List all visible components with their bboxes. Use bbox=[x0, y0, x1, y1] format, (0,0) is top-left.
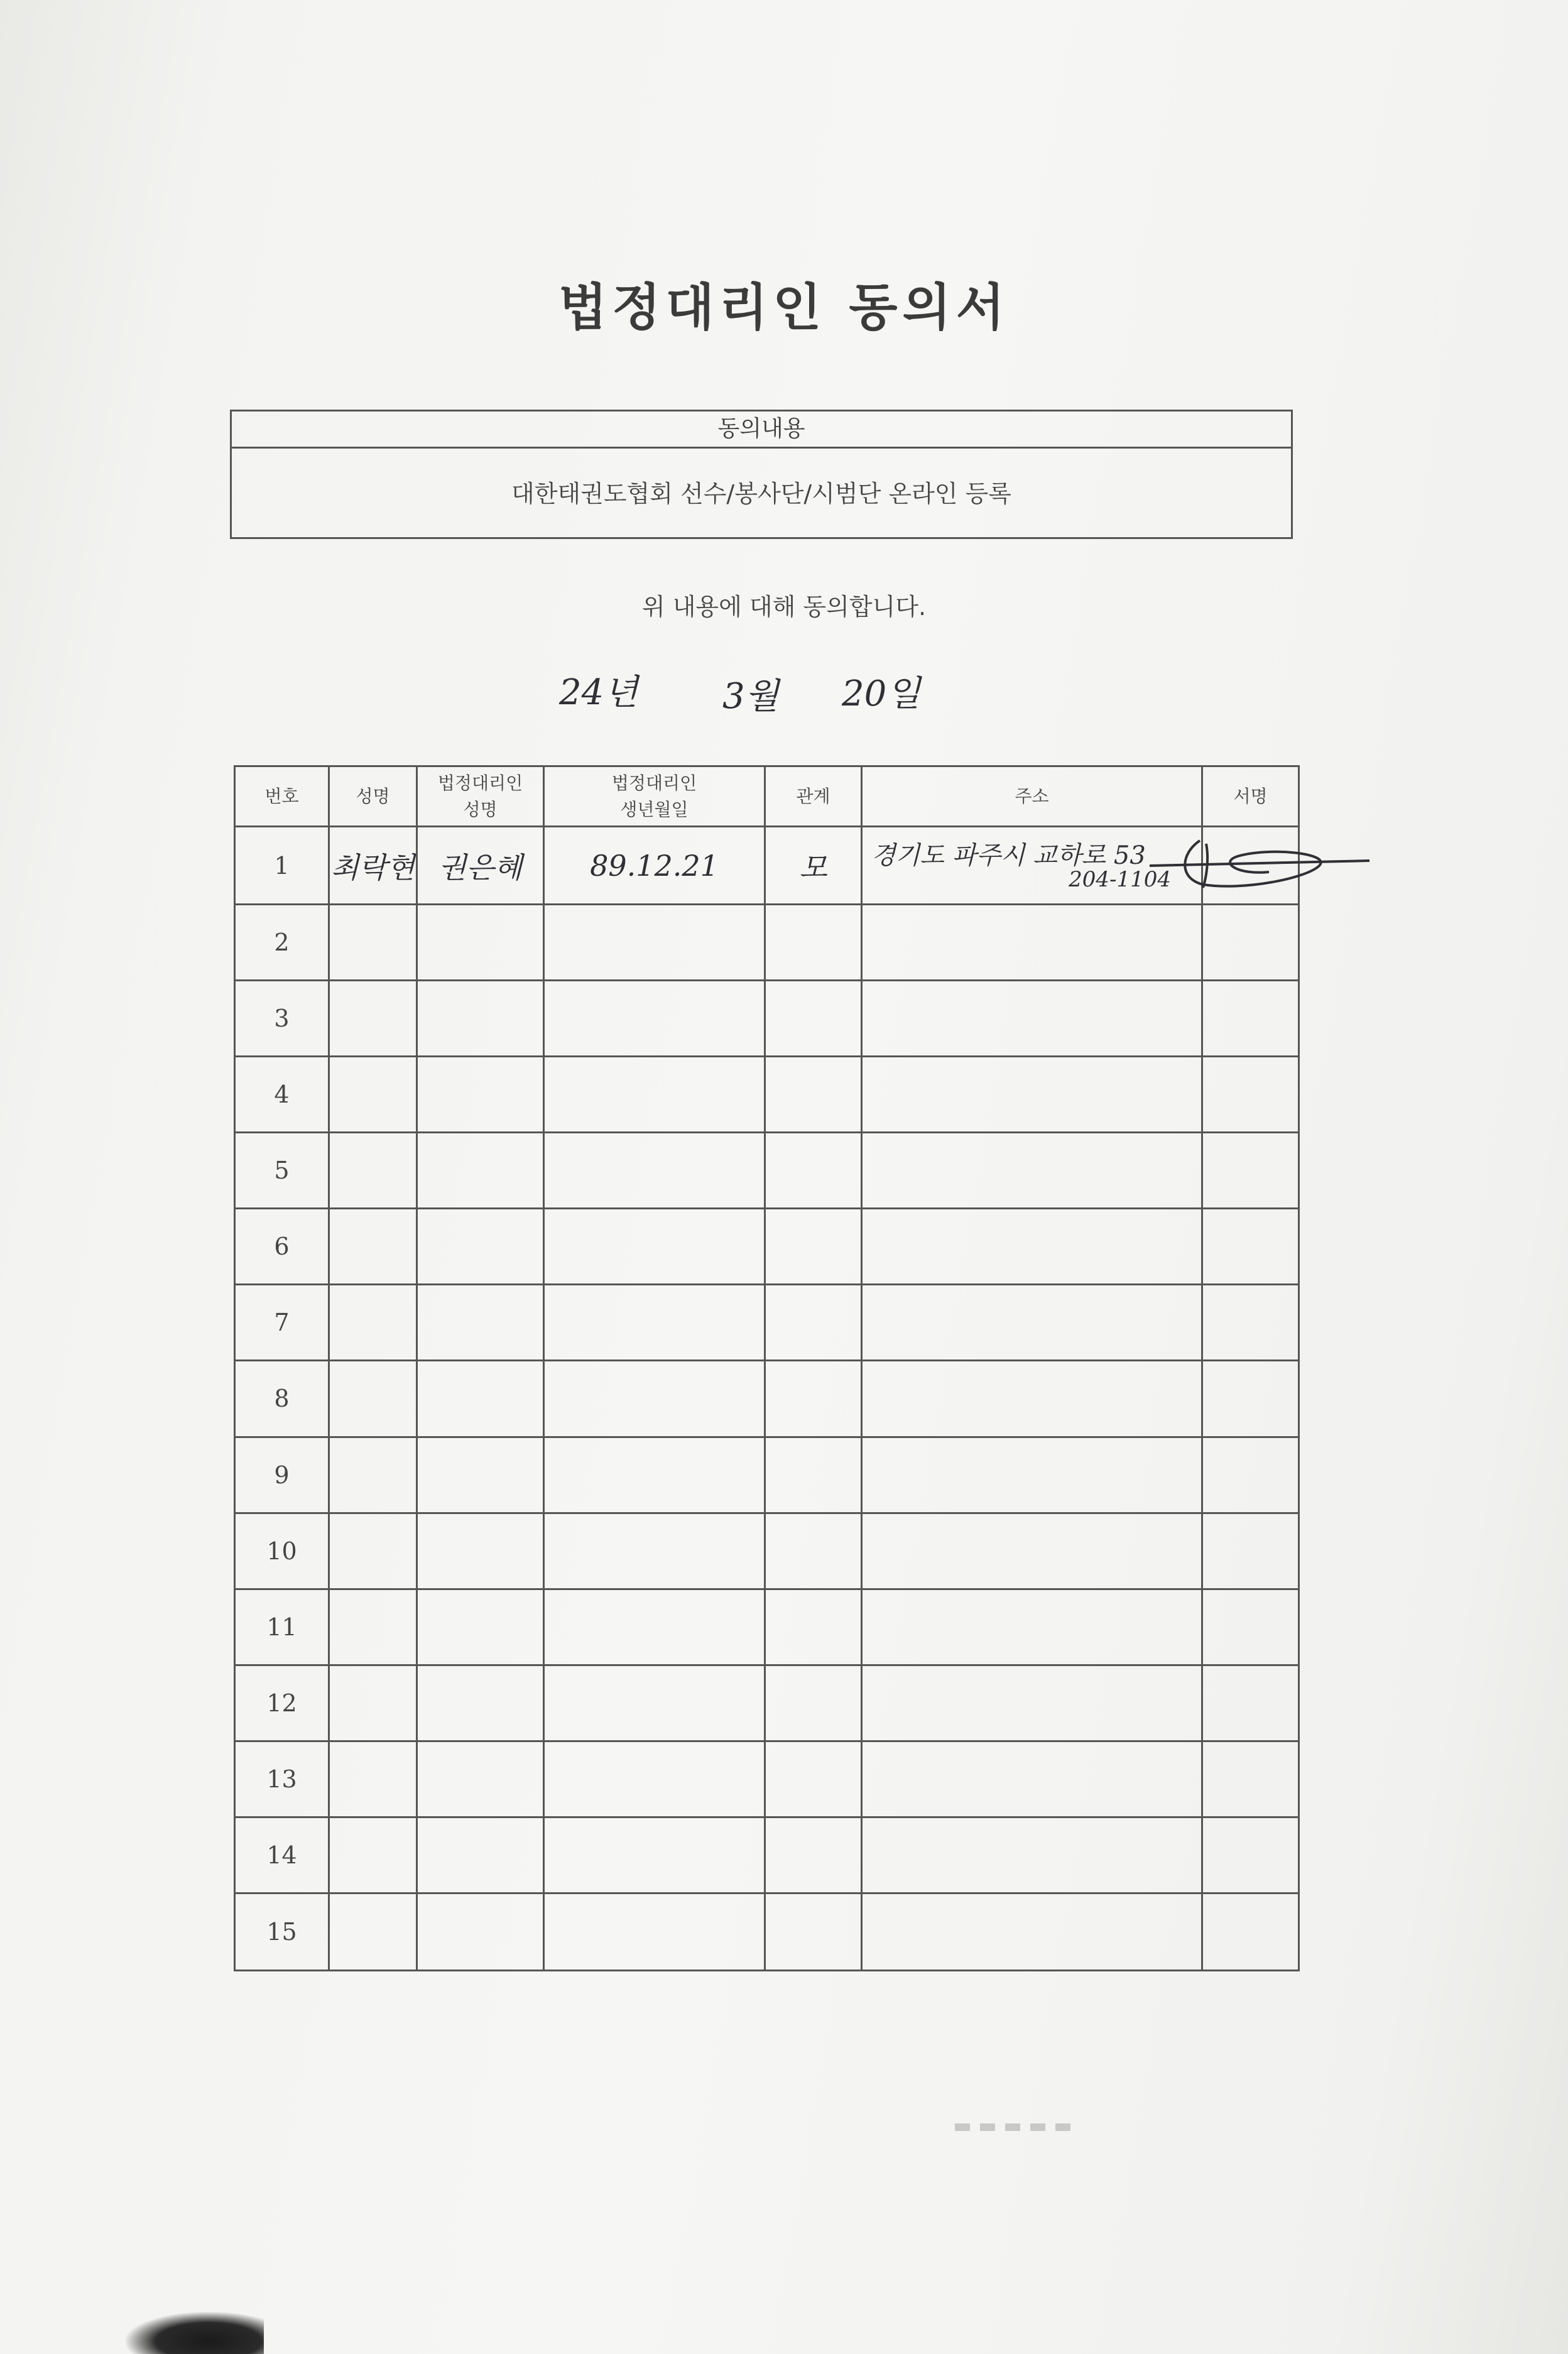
empty-cell bbox=[417, 1589, 544, 1665]
empty-cell bbox=[1202, 1133, 1299, 1209]
empty-cell bbox=[765, 981, 862, 1057]
empty-cell bbox=[329, 1513, 417, 1589]
empty-cell bbox=[544, 1513, 765, 1589]
relation: 모 bbox=[765, 827, 862, 905]
handwritten-signature bbox=[1143, 828, 1382, 897]
guardian-name: 권은혜 bbox=[417, 827, 544, 905]
empty-cell bbox=[417, 1513, 544, 1589]
empty-cell bbox=[417, 1665, 544, 1741]
empty-cell bbox=[862, 1893, 1202, 1970]
empty-cell bbox=[544, 1893, 765, 1970]
header-name: 성명 bbox=[329, 766, 417, 827]
empty-cell bbox=[765, 905, 862, 981]
table-row bbox=[235, 1285, 1299, 1361]
header-guardian-birth-line2: 생년월일 bbox=[620, 798, 689, 820]
empty-cell bbox=[544, 1437, 765, 1513]
table-row bbox=[235, 1209, 1299, 1285]
row-number: 4 bbox=[235, 1057, 329, 1133]
address-line1: 경기도 파주시 교하로 53 bbox=[871, 841, 1146, 870]
empty-cell bbox=[862, 1057, 1202, 1133]
table-row bbox=[235, 1361, 1299, 1437]
empty-cell bbox=[329, 1285, 417, 1361]
row-number: 7 bbox=[235, 1285, 329, 1361]
empty-cell bbox=[862, 1437, 1202, 1513]
table-row bbox=[235, 905, 1299, 981]
consent-content-box bbox=[230, 410, 1293, 539]
header-address: 주소 bbox=[862, 766, 1202, 827]
empty-cell bbox=[417, 1741, 544, 1817]
row-number: 14 bbox=[235, 1817, 329, 1893]
date-year: 24년 bbox=[559, 672, 638, 713]
empty-cell bbox=[417, 1893, 544, 1970]
empty-cell bbox=[765, 1817, 862, 1893]
empty-cell bbox=[1202, 1817, 1299, 1893]
student-name: 최락현 bbox=[329, 827, 417, 905]
empty-cell bbox=[765, 1285, 862, 1361]
empty-cell bbox=[1202, 1285, 1299, 1361]
empty-cell bbox=[765, 1057, 862, 1133]
consent-body: 대한태권도협회 선수/봉사단/시범단 온라인 등록 bbox=[511, 480, 1011, 508]
handwritten-date bbox=[540, 660, 980, 716]
table-row bbox=[235, 1513, 1299, 1589]
empty-cell bbox=[329, 1437, 417, 1513]
header-guardian-birth-line1: 법정대리인 bbox=[611, 772, 697, 793]
empty-cell bbox=[329, 1057, 417, 1133]
empty-cell bbox=[862, 1133, 1202, 1209]
corner-smudge bbox=[126, 2312, 264, 2354]
empty-cell bbox=[544, 1057, 765, 1133]
empty-cell bbox=[1202, 1513, 1299, 1589]
date-month: 3월 bbox=[722, 676, 779, 717]
row-number: 9 bbox=[235, 1437, 329, 1513]
empty-cell bbox=[417, 1285, 544, 1361]
table-row bbox=[235, 1817, 1299, 1893]
empty-cell bbox=[1202, 1589, 1299, 1665]
empty-cell bbox=[1202, 1741, 1299, 1817]
table-row bbox=[235, 1893, 1299, 1970]
table-row bbox=[235, 1057, 1299, 1133]
empty-cell bbox=[329, 1361, 417, 1437]
empty-cell bbox=[1202, 905, 1299, 981]
empty-cell bbox=[765, 1209, 862, 1285]
empty-cell bbox=[862, 1741, 1202, 1817]
empty-cell bbox=[329, 1893, 417, 1970]
empty-cell bbox=[544, 1285, 765, 1361]
empty-cell bbox=[417, 981, 544, 1057]
empty-cell bbox=[417, 905, 544, 981]
faint-footer-mark bbox=[955, 2123, 1074, 2131]
header-guardian-name bbox=[417, 766, 544, 827]
row-number: 11 bbox=[235, 1589, 329, 1665]
empty-cell bbox=[862, 1665, 1202, 1741]
row-number: 2 bbox=[235, 905, 329, 981]
empty-cell bbox=[544, 1361, 765, 1437]
empty-cell bbox=[862, 1513, 1202, 1589]
empty-cell bbox=[862, 981, 1202, 1057]
empty-cell bbox=[329, 1209, 417, 1285]
table-row bbox=[235, 981, 1299, 1057]
empty-cell bbox=[1202, 1665, 1299, 1741]
row-number: 10 bbox=[235, 1513, 329, 1589]
empty-cell bbox=[765, 1361, 862, 1437]
table-row bbox=[235, 827, 1299, 905]
header-guardian-birth bbox=[544, 766, 765, 827]
empty-cell bbox=[765, 1893, 862, 1970]
row-number: 1 bbox=[235, 827, 329, 905]
empty-cell bbox=[862, 1285, 1202, 1361]
empty-cell bbox=[417, 1817, 544, 1893]
consent-header: 동의내용 bbox=[232, 411, 1291, 449]
empty-cell bbox=[765, 1741, 862, 1817]
empty-cell bbox=[862, 1589, 1202, 1665]
header-guardian-name-line2: 성명 bbox=[463, 798, 498, 820]
empty-cell bbox=[417, 1209, 544, 1285]
empty-cell bbox=[417, 1057, 544, 1133]
row-number: 15 bbox=[235, 1893, 329, 1970]
empty-cell bbox=[417, 1133, 544, 1209]
empty-cell bbox=[329, 1741, 417, 1817]
address-line2: 204-1104 bbox=[1069, 866, 1171, 892]
empty-cell bbox=[544, 1589, 765, 1665]
empty-cell bbox=[1202, 981, 1299, 1057]
empty-cell bbox=[862, 1209, 1202, 1285]
row-number: 8 bbox=[235, 1361, 329, 1437]
row-number: 3 bbox=[235, 981, 329, 1057]
table-row bbox=[235, 1741, 1299, 1817]
empty-cell bbox=[417, 1437, 544, 1513]
header-signature: 서명 bbox=[1202, 766, 1299, 827]
empty-cell bbox=[329, 981, 417, 1057]
empty-cell bbox=[862, 905, 1202, 981]
table-row bbox=[235, 1665, 1299, 1741]
table-row bbox=[235, 1589, 1299, 1665]
table-row bbox=[235, 1437, 1299, 1513]
row-number: 12 bbox=[235, 1665, 329, 1741]
empty-cell bbox=[329, 1589, 417, 1665]
empty-cell bbox=[1202, 1361, 1299, 1437]
empty-cell bbox=[544, 1741, 765, 1817]
empty-cell bbox=[1202, 1893, 1299, 1970]
row-number: 13 bbox=[235, 1741, 329, 1817]
empty-cell bbox=[544, 1817, 765, 1893]
agreement-statement: 위 내용에 대해 동의합니다. bbox=[641, 593, 927, 621]
empty-cell bbox=[765, 1589, 862, 1665]
empty-cell bbox=[765, 1665, 862, 1741]
header-guardian-name-line1: 법정대리인 bbox=[437, 772, 523, 793]
empty-cell bbox=[544, 1133, 765, 1209]
table-row bbox=[235, 1133, 1299, 1209]
document-title: 법정대리인 동의서 bbox=[558, 278, 1010, 337]
guardian-birthdate: 89.12.21 bbox=[544, 827, 765, 905]
empty-cell bbox=[544, 1665, 765, 1741]
empty-cell bbox=[544, 1209, 765, 1285]
empty-cell bbox=[329, 1817, 417, 1893]
header-relation: 관계 bbox=[765, 766, 862, 827]
empty-cell bbox=[765, 1437, 862, 1513]
empty-cell bbox=[862, 1817, 1202, 1893]
empty-cell bbox=[329, 1133, 417, 1209]
empty-cell bbox=[417, 1361, 544, 1437]
header-no: 번호 bbox=[235, 766, 329, 827]
empty-cell bbox=[329, 905, 417, 981]
table-header-row bbox=[235, 766, 1299, 827]
empty-cell bbox=[329, 1665, 417, 1741]
empty-cell bbox=[1202, 1437, 1299, 1513]
empty-cell bbox=[765, 1513, 862, 1589]
empty-cell bbox=[544, 981, 765, 1057]
empty-cell bbox=[1202, 1057, 1299, 1133]
row-number: 6 bbox=[235, 1209, 329, 1285]
empty-cell bbox=[862, 1361, 1202, 1437]
row-number: 5 bbox=[235, 1133, 329, 1209]
empty-cell bbox=[544, 905, 765, 981]
empty-cell bbox=[765, 1133, 862, 1209]
guardian-table bbox=[234, 765, 1300, 1971]
date-day: 20일 bbox=[842, 673, 921, 714]
empty-cell bbox=[1202, 1209, 1299, 1285]
